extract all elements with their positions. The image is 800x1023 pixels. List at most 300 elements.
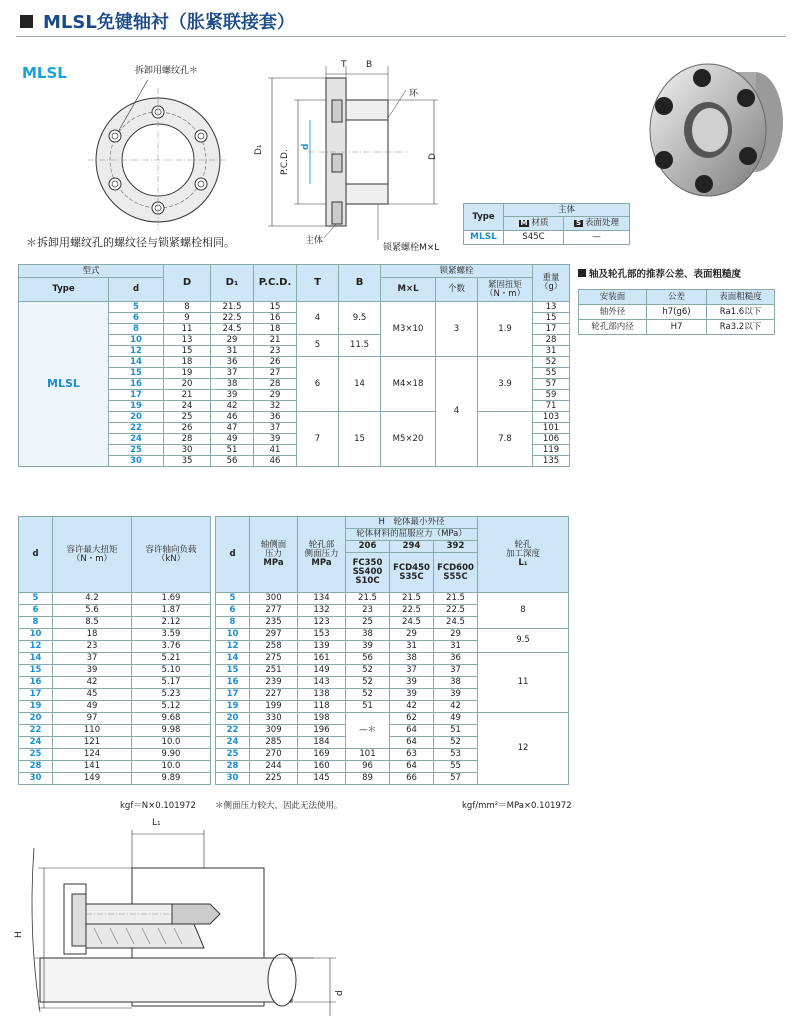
pressure-d-cell: 15 xyxy=(216,665,250,677)
spec-d-cell: 12 xyxy=(109,346,164,357)
torque-row xyxy=(19,593,211,605)
spec-weight-cell: 57 xyxy=(533,379,570,390)
torque-d-cell: 22 xyxy=(19,725,53,737)
spec-mxl-cell: M5×20 xyxy=(381,412,436,467)
pressure-row xyxy=(216,629,569,641)
torque-d-cell: 28 xyxy=(19,761,53,773)
torque-max-cell: 8.5 xyxy=(53,617,132,629)
pressure-206-cell: 21.5 xyxy=(346,593,390,605)
pressure-294-cell: 38 xyxy=(390,653,434,665)
spec-header-type: Type xyxy=(19,278,109,302)
pressure-hub-cell: 153 xyxy=(298,629,346,641)
torque-row xyxy=(19,689,211,701)
torque-d-cell: 6 xyxy=(19,605,53,617)
pressure-294-cell: 42 xyxy=(390,701,434,713)
pressure-392-cell: 52 xyxy=(434,737,478,749)
torque-row xyxy=(19,713,211,725)
dim-pcd-label: P.C.D. xyxy=(280,149,290,175)
torque-d-cell: 30 xyxy=(19,773,53,785)
pressure-row xyxy=(216,653,569,665)
spec-D1-cell: 36 xyxy=(211,357,254,368)
spec-D1-cell: 31 xyxy=(211,346,254,357)
spec-B-cell: 14 xyxy=(339,357,381,412)
mat3-line2: S55C xyxy=(443,571,468,582)
torque-max-cell: 49 xyxy=(53,701,132,713)
pressure-shaft-cell: 277 xyxy=(250,605,298,617)
pressure-hub-cell: 143 xyxy=(298,677,346,689)
torque-header-max xyxy=(53,517,132,593)
spec-weight-cell: 31 xyxy=(533,346,570,357)
surface-header-text: 表面处理 xyxy=(585,218,620,229)
spec-D-cell: 35 xyxy=(164,456,211,467)
title-divider xyxy=(16,36,786,37)
torque-row xyxy=(19,665,211,677)
torque-load-cell: 10.0 xyxy=(132,737,211,749)
torque-d-cell: 19 xyxy=(19,701,53,713)
spec-weight-cell: 135 xyxy=(533,456,570,467)
installation-drawing xyxy=(14,812,354,1020)
spec-D1-cell: 21.5 xyxy=(211,302,254,313)
pressure-shaft-cell: 227 xyxy=(250,689,298,701)
torque-row xyxy=(19,773,211,785)
dim-d-label: d xyxy=(301,143,311,150)
pressure-hub-cell: 118 xyxy=(298,701,346,713)
torque-load-cell: 10.0 xyxy=(132,761,211,773)
torque-d-cell: 25 xyxy=(19,749,53,761)
torque-load-cell: 3.59 xyxy=(132,629,211,641)
pressure-hub-cell: 138 xyxy=(298,689,346,701)
side-view-drawing xyxy=(248,60,453,245)
torque-header-load xyxy=(132,517,211,593)
pressure-header-l1 xyxy=(478,517,569,593)
torque-max-cell: 110 xyxy=(53,725,132,737)
mat2-line2: S35C xyxy=(399,571,424,582)
torque-header-d: d xyxy=(19,517,53,593)
spec-header-d: d xyxy=(109,278,164,302)
spec-table xyxy=(18,264,570,467)
title-text: MLSL免键轴衬（胀紧联接套） xyxy=(43,12,295,33)
torque-row xyxy=(19,749,211,761)
spec-D-cell: 9 xyxy=(164,313,211,324)
tol-header-tolerance: 公差 xyxy=(647,290,707,305)
spec-d-cell: 24 xyxy=(109,434,164,445)
torque-max-cell: 42 xyxy=(53,677,132,689)
spec-weight-cell: 59 xyxy=(533,390,570,401)
pressure-206-cell: 23 xyxy=(346,605,390,617)
pressure-294-cell: 66 xyxy=(390,773,434,785)
spec-D-cell: 15 xyxy=(164,346,211,357)
surface-value: — xyxy=(564,231,630,245)
pressure-d-cell: 10 xyxy=(216,629,250,641)
torque-load-cell: 5.17 xyxy=(132,677,211,689)
pressure-d-cell: 17 xyxy=(216,689,250,701)
spec-d-cell: 19 xyxy=(109,401,164,412)
spec-B-cell: 11.5 xyxy=(339,335,381,357)
spec-header-T: T xyxy=(297,265,339,302)
pressure-hub-cell: 132 xyxy=(298,605,346,617)
page-title xyxy=(20,8,295,34)
pressure-hub-cell: 139 xyxy=(298,641,346,653)
pressure-392-cell: 49 xyxy=(434,713,478,725)
spec-T-cell: 5 xyxy=(297,335,339,357)
pressure-row xyxy=(216,593,569,605)
dim-t-label: T xyxy=(341,60,347,70)
pressure-l1-cell: 9.5 xyxy=(478,629,569,653)
pressure-392-cell: 24.5 xyxy=(434,617,478,629)
spec-D1-cell: 51 xyxy=(211,445,254,456)
pressure-206-cell: 52 xyxy=(346,665,390,677)
pressure-294-cell: 22.5 xyxy=(390,605,434,617)
pressure-header-206: 206 xyxy=(346,541,390,553)
torque-load-cell: 5.23 xyxy=(132,689,211,701)
spec-d-cell: 22 xyxy=(109,423,164,434)
spec-d-cell: 17 xyxy=(109,390,164,401)
spec-header-torque xyxy=(478,278,533,302)
dim-b-label: B xyxy=(366,60,373,70)
pressure-l1-cell: 12 xyxy=(478,713,569,785)
spec-pcd-cell: 39 xyxy=(254,434,297,445)
dim-d1-label: D₁ xyxy=(254,144,264,155)
torque-row xyxy=(19,605,211,617)
spec-D-cell: 18 xyxy=(164,357,211,368)
spec-header-bolt: 锁紧螺栓 xyxy=(381,265,533,278)
tol-row-label: 轴外径 xyxy=(579,305,647,320)
hub-label-1: 轮孔部 xyxy=(308,540,335,551)
spec-row xyxy=(19,302,570,313)
pressure-table xyxy=(215,516,569,785)
spec-d-cell: 30 xyxy=(109,456,164,467)
pressure-d-cell: 5 xyxy=(216,593,250,605)
pressure-294-cell: 39 xyxy=(390,677,434,689)
pressure-d-cell: 19 xyxy=(216,701,250,713)
torque-load-cell: 5.12 xyxy=(132,701,211,713)
pressure-206-cell: 52 xyxy=(346,689,390,701)
mat1-line3: S10C xyxy=(355,575,380,586)
spec-T-cell: 4 xyxy=(297,302,339,335)
spec-header-model: 型式 xyxy=(19,265,164,278)
spec-header-pcd: P.C.D. xyxy=(254,265,297,302)
spec-d-cell: 5 xyxy=(109,302,164,313)
pressure-206-cell: 38 xyxy=(346,629,390,641)
torque-load-cell: 9.90 xyxy=(132,749,211,761)
axial-load-label: 容许轴向负载 xyxy=(145,544,197,555)
material-header-material xyxy=(504,217,564,231)
pressure-392-cell: 36 xyxy=(434,653,478,665)
torque-d-cell: 17 xyxy=(19,689,53,701)
spec-torque-cell: 3.9 xyxy=(478,357,533,412)
pressure-hub-cell: 145 xyxy=(298,773,346,785)
mat2-line1: FCD450 xyxy=(393,562,430,573)
front-view-drawing xyxy=(88,80,228,230)
torque-load-cell: 1.87 xyxy=(132,605,211,617)
dim-h-label: H xyxy=(14,931,24,938)
pressure-d-cell: 8 xyxy=(216,617,250,629)
pressure-header-d: d xyxy=(216,517,250,593)
pressure-shaft-cell: 244 xyxy=(250,761,298,773)
material-header-surface xyxy=(564,217,630,231)
torque-row xyxy=(19,737,211,749)
spec-pcd-cell: 36 xyxy=(254,412,297,423)
torque-row xyxy=(19,641,211,653)
torque-max-cell: 5.6 xyxy=(53,605,132,617)
pressure-header-yield: 轮体材料的屈服应力（MPa） xyxy=(346,529,478,541)
torque-max-cell: 149 xyxy=(53,773,132,785)
spec-D-cell: 30 xyxy=(164,445,211,456)
tol-row-label: 轮孔部内径 xyxy=(579,320,647,335)
spec-D-cell: 11 xyxy=(164,324,211,335)
pressure-206-merged-cell: —＊ xyxy=(346,713,390,749)
pressure-206-cell: 52 xyxy=(346,677,390,689)
torque-max-cell: 45 xyxy=(53,689,132,701)
hub-label-2: 侧面压力 xyxy=(304,549,339,560)
pressure-206-cell: 96 xyxy=(346,761,390,773)
pressure-d-cell: 14 xyxy=(216,653,250,665)
pressure-294-cell: 39 xyxy=(390,689,434,701)
spec-T-cell: 7 xyxy=(297,412,339,467)
spec-d-cell: 20 xyxy=(109,412,164,423)
pressure-392-cell: 55 xyxy=(434,761,478,773)
pressure-l1-cell: 11 xyxy=(478,653,569,713)
tol-row-tolerance: h7(g6) xyxy=(647,305,707,320)
pressure-392-cell: 53 xyxy=(434,749,478,761)
spec-d-cell: 10 xyxy=(109,335,164,346)
spec-D1-cell: 49 xyxy=(211,434,254,445)
pressure-shaft-cell: 300 xyxy=(250,593,298,605)
pressure-392-cell: 57 xyxy=(434,773,478,785)
pressure-shaft-cell: 270 xyxy=(250,749,298,761)
spec-torque-cell: 1.9 xyxy=(478,302,533,357)
pressure-294-cell: 29 xyxy=(390,629,434,641)
pressure-header-mat1 xyxy=(346,553,390,593)
pressure-294-cell: 64 xyxy=(390,761,434,773)
torque-row xyxy=(19,677,211,689)
torque-load-cell: 5.10 xyxy=(132,665,211,677)
spec-d-cell: 14 xyxy=(109,357,164,368)
tolerance-title-text: 轴及轮孔部的推荐公差、表面粗糙度 xyxy=(589,269,742,280)
spec-D1-cell: 37 xyxy=(211,368,254,379)
pressure-392-cell: 38 xyxy=(434,677,478,689)
pressure-294-cell: 64 xyxy=(390,725,434,737)
torque-max-cell: 121 xyxy=(53,737,132,749)
spec-D-cell: 20 xyxy=(164,379,211,390)
torque-load-cell: 5.21 xyxy=(132,653,211,665)
torque-note: kgf＝N×0.101972 xyxy=(120,801,196,811)
pressure-hub-cell: 169 xyxy=(298,749,346,761)
torque-d-cell: 24 xyxy=(19,737,53,749)
pressure-d-cell: 16 xyxy=(216,677,250,689)
torque-load-cell: 9.68 xyxy=(132,713,211,725)
torque-load-cell: 3.76 xyxy=(132,641,211,653)
spec-header-mxl: M×L xyxy=(381,278,436,302)
pressure-294-cell: 63 xyxy=(390,749,434,761)
spec-mxl-cell: M4×18 xyxy=(381,357,436,412)
spec-D-cell: 13 xyxy=(164,335,211,346)
torque-max-cell: 124 xyxy=(53,749,132,761)
pressure-shaft-cell: 235 xyxy=(250,617,298,629)
torque-max-cell: 4.2 xyxy=(53,593,132,605)
pressure-shaft-cell: 275 xyxy=(250,653,298,665)
pressure-d-cell: 30 xyxy=(216,773,250,785)
spec-pcd-cell: 29 xyxy=(254,390,297,401)
pressure-206-cell: 25 xyxy=(346,617,390,629)
pressure-d-cell: 28 xyxy=(216,761,250,773)
torque-row xyxy=(19,629,211,641)
l1-label-1: 轮孔 xyxy=(514,540,532,551)
torque-d-cell: 8 xyxy=(19,617,53,629)
spec-D1-cell: 46 xyxy=(211,412,254,423)
pressure-header-H: H 轮体最小外径 xyxy=(346,517,478,529)
pressure-hub-cell: 134 xyxy=(298,593,346,605)
spec-d-cell: 15 xyxy=(109,368,164,379)
max-torque-unit: （N・m） xyxy=(71,553,113,564)
pressure-206-cell: 51 xyxy=(346,701,390,713)
tolerance-table xyxy=(578,289,775,335)
spec-d-cell: 16 xyxy=(109,379,164,390)
torque-load-cell: 2.12 xyxy=(132,617,211,629)
tol-row-tolerance: H7 xyxy=(647,320,707,335)
pressure-shaft-cell: 199 xyxy=(250,701,298,713)
pressure-392-cell: 22.5 xyxy=(434,605,478,617)
pressure-header-294: 294 xyxy=(390,541,434,553)
tol-header-surface: 安装面 xyxy=(579,290,647,305)
spec-pcd-cell: 27 xyxy=(254,368,297,379)
spec-pcd-cell: 41 xyxy=(254,445,297,456)
hub-label-3: MPa xyxy=(311,557,332,568)
spec-pcd-cell: 32 xyxy=(254,401,297,412)
material-table xyxy=(463,203,630,245)
torque-row xyxy=(19,701,211,713)
pressure-shaft-cell: 251 xyxy=(250,665,298,677)
torque-row xyxy=(19,653,211,665)
main-body-label: 主体 xyxy=(305,236,324,246)
material-type: MLSL xyxy=(464,231,504,245)
material-header-body: 主体 xyxy=(504,204,630,217)
material-badge: M xyxy=(520,219,528,228)
dim-l1-label: L₁ xyxy=(152,818,161,828)
pressure-392-cell: 51 xyxy=(434,725,478,737)
spec-D-cell: 26 xyxy=(164,423,211,434)
pressure-206-cell: 101 xyxy=(346,749,390,761)
torque-row xyxy=(19,761,211,773)
pressure-294-cell: 31 xyxy=(390,641,434,653)
spec-D-cell: 21 xyxy=(164,390,211,401)
spec-pcd-cell: 21 xyxy=(254,335,297,346)
torque-d-cell: 5 xyxy=(19,593,53,605)
spec-header-count: 个数 xyxy=(436,278,478,302)
spec-D1-cell: 39 xyxy=(211,390,254,401)
spec-pcd-cell: 26 xyxy=(254,357,297,368)
surface-badge: S xyxy=(575,219,582,228)
pressure-294-cell: 24.5 xyxy=(390,617,434,629)
spec-T-cell: 6 xyxy=(297,357,339,412)
pressure-shaft-cell: 258 xyxy=(250,641,298,653)
spec-weight-cell: 55 xyxy=(533,368,570,379)
pressure-d-cell: 24 xyxy=(216,737,250,749)
torque-d-cell: 15 xyxy=(19,665,53,677)
pressure-d-cell: 22 xyxy=(216,725,250,737)
product-photo xyxy=(640,44,790,204)
series-label: MLSL xyxy=(22,64,67,82)
pressure-392-cell: 21.5 xyxy=(434,593,478,605)
torque-unit: （N・m） xyxy=(484,288,526,299)
spec-type-cell: MLSL xyxy=(19,302,109,467)
pressure-header-shaft xyxy=(250,517,298,593)
ring-label: 环 xyxy=(409,89,419,99)
pressure-294-cell: 21.5 xyxy=(390,593,434,605)
spec-D1-cell: 56 xyxy=(211,456,254,467)
torque-row xyxy=(19,617,211,629)
pressure-hub-cell: 123 xyxy=(298,617,346,629)
pressure-d-cell: 20 xyxy=(216,713,250,725)
spec-B-cell: 9.5 xyxy=(339,302,381,335)
pressure-header-mat2 xyxy=(390,553,434,593)
pressure-392-cell: 31 xyxy=(434,641,478,653)
spec-mxl-cell: M3×10 xyxy=(381,302,436,357)
pressure-hub-cell: 149 xyxy=(298,665,346,677)
pressure-hub-cell: 184 xyxy=(298,737,346,749)
pressure-note-right: kgf/mm²＝MPa×0.101972 xyxy=(462,801,572,811)
lock-bolt-label: 锁紧螺栓M×L xyxy=(383,243,440,253)
pressure-hub-cell: 161 xyxy=(298,653,346,665)
spec-weight-cell: 15 xyxy=(533,313,570,324)
pressure-row xyxy=(216,713,569,725)
torque-d-cell: 12 xyxy=(19,641,53,653)
torque-max-cell: 18 xyxy=(53,629,132,641)
spec-D-cell: 19 xyxy=(164,368,211,379)
pressure-header-hub xyxy=(298,517,346,593)
removal-note: ＊拆卸用螺纹孔的螺纹径与锁紧螺栓相同。 xyxy=(26,236,235,249)
tolerance-square-icon xyxy=(578,269,586,277)
spec-d-cell: 8 xyxy=(109,324,164,335)
torque-d-cell: 16 xyxy=(19,677,53,689)
pressure-294-cell: 62 xyxy=(390,713,434,725)
spec-B-cell: 15 xyxy=(339,412,381,467)
tol-header-roughness: 表面粗糙度 xyxy=(707,290,775,305)
spec-weight-cell: 101 xyxy=(533,423,570,434)
torque-d-cell: 10 xyxy=(19,629,53,641)
spec-D-cell: 28 xyxy=(164,434,211,445)
pressure-hub-cell: 198 xyxy=(298,713,346,725)
torque-max-cell: 97 xyxy=(53,713,132,725)
material-header-text: 材质 xyxy=(531,218,549,229)
spec-D-cell: 25 xyxy=(164,412,211,423)
pressure-l1-cell: 8 xyxy=(478,593,569,629)
weight-unit: （g） xyxy=(539,282,563,292)
removal-hole-label: 拆卸用螺纹孔＊ xyxy=(135,66,199,76)
spec-weight-cell: 119 xyxy=(533,445,570,456)
pressure-294-cell: 64 xyxy=(390,737,434,749)
torque-load-cell: 9.98 xyxy=(132,725,211,737)
pressure-note-left: ＊侧面压力较大，因此无法使用。 xyxy=(215,801,343,811)
max-torque-label: 容许最大扭矩 xyxy=(66,544,118,555)
title-square-icon xyxy=(20,15,33,28)
spec-weight-cell: 28 xyxy=(533,335,570,346)
spec-pcd-cell: 18 xyxy=(254,324,297,335)
l1-label-2: 加工深度 xyxy=(505,549,540,560)
spec-D1-cell: 38 xyxy=(211,379,254,390)
spec-header-B: B xyxy=(339,265,381,302)
torque-max-cell: 141 xyxy=(53,761,132,773)
spec-torque-cell: 7.8 xyxy=(478,412,533,467)
pressure-d-cell: 6 xyxy=(216,605,250,617)
torque-d-cell: 14 xyxy=(19,653,53,665)
mat1-line2: SS400 xyxy=(352,567,383,578)
pressure-206-cell: 56 xyxy=(346,653,390,665)
spec-header-D: D xyxy=(164,265,211,302)
pressure-392-cell: 29 xyxy=(434,629,478,641)
shaft-label-3: MPa xyxy=(263,557,284,568)
pressure-hub-cell: 196 xyxy=(298,725,346,737)
